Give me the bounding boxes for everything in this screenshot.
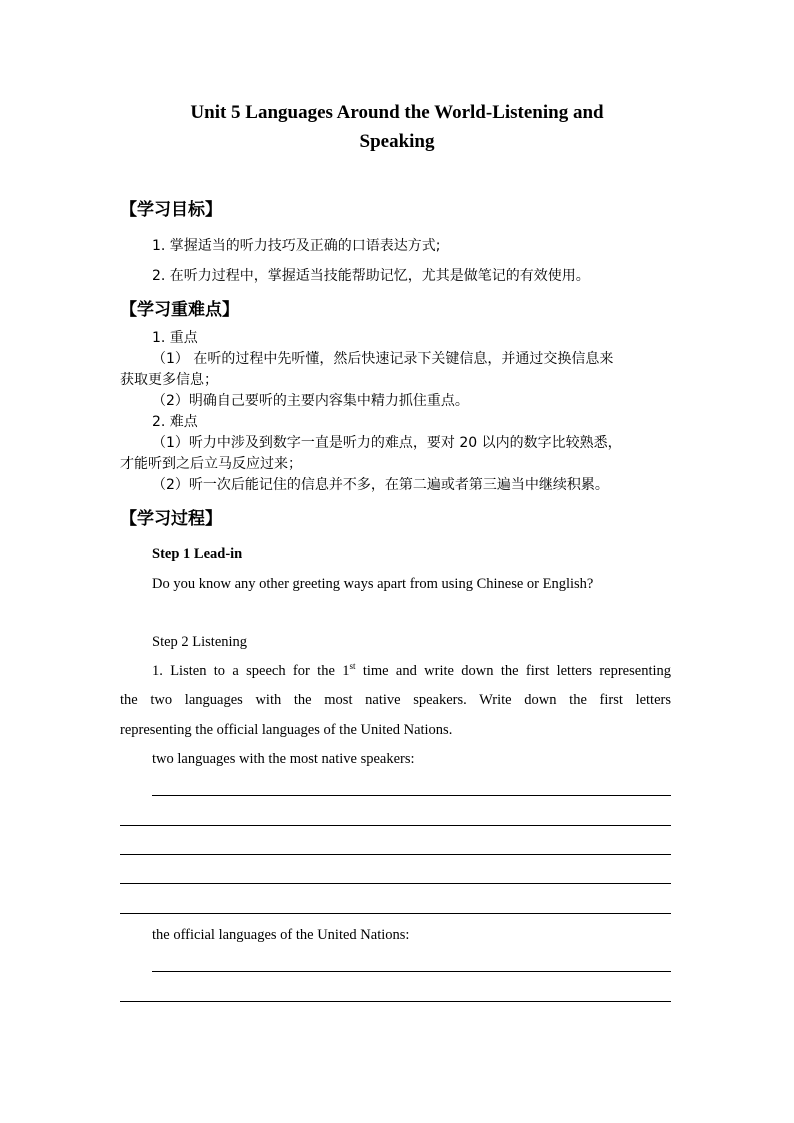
difficulty-label: 2. 难点 xyxy=(152,414,198,430)
page-title-line-1: Unit 5 Languages Around the World-Listening and xyxy=(190,102,604,123)
process-heading: 【学习过程】 xyxy=(120,509,222,529)
answer-prompt-native-speakers: two languages with the most native speakers: xyxy=(152,751,415,767)
answer-line[interactable] xyxy=(120,913,671,914)
step2-task-line-1 xyxy=(152,663,671,680)
difficulty-item-line: （1）听力中涉及到数字一直是听力的难点，要对 20 以内的数字比较熟悉， xyxy=(152,435,622,451)
answer-line[interactable] xyxy=(120,854,671,855)
task-text: 1. Listen to a speech for the 1 xyxy=(152,663,350,679)
focus-item-line: （1） 在听的过程中先听懂，然后快速记录下关键信息，并通过交换信息来 xyxy=(152,351,614,367)
focus-label: 1. 重点 xyxy=(152,330,198,346)
answer-prompt-un-languages: the official languages of the United Nations: xyxy=(152,927,410,943)
step2-title: Step 2 Listening xyxy=(152,634,248,650)
focus-item-line: 获取更多信息； xyxy=(120,372,218,388)
answer-line[interactable] xyxy=(120,825,671,826)
objective-item: 1. 掌握适当的听力技巧及正确的口语表达方式; xyxy=(152,238,441,254)
ordinal-suffix: st xyxy=(349,661,356,672)
answer-line[interactable] xyxy=(120,883,671,884)
focus-item-line: （2）明确自己要听的主要内容集中精力抓住重点。 xyxy=(152,393,469,409)
task-text: time and write down the first letters representing xyxy=(355,663,672,679)
step2-task-line-3: representing the official languages of the United Nations. xyxy=(120,722,453,738)
difficulty-item-line: （2）听一次后能记住的信息并不多，在第二遍或者第三遍当中继续积累。 xyxy=(152,477,609,493)
answer-line[interactable] xyxy=(152,795,671,796)
difficulty-item-line: 才能听到之后立马反应过来； xyxy=(120,456,302,472)
page-title-line-2: Speaking xyxy=(359,131,435,152)
step1-title: Step 1 Lead-in xyxy=(152,546,243,562)
answer-line[interactable] xyxy=(152,971,671,972)
step1-question: Do you know any other greeting ways apart from using Chinese or English? xyxy=(152,576,594,592)
answer-line[interactable] xyxy=(120,1001,671,1002)
key-points-heading: 【学习重难点】 xyxy=(120,300,239,320)
step2-task-line-2: the two languages with the most native speakers. Write down the first letters xyxy=(120,692,671,708)
objective-item: 2. 在听力过程中，掌握适当技能帮助记忆，尤其是做笔记的有效使用。 xyxy=(152,268,590,284)
objectives-heading: 【学习目标】 xyxy=(120,200,222,220)
